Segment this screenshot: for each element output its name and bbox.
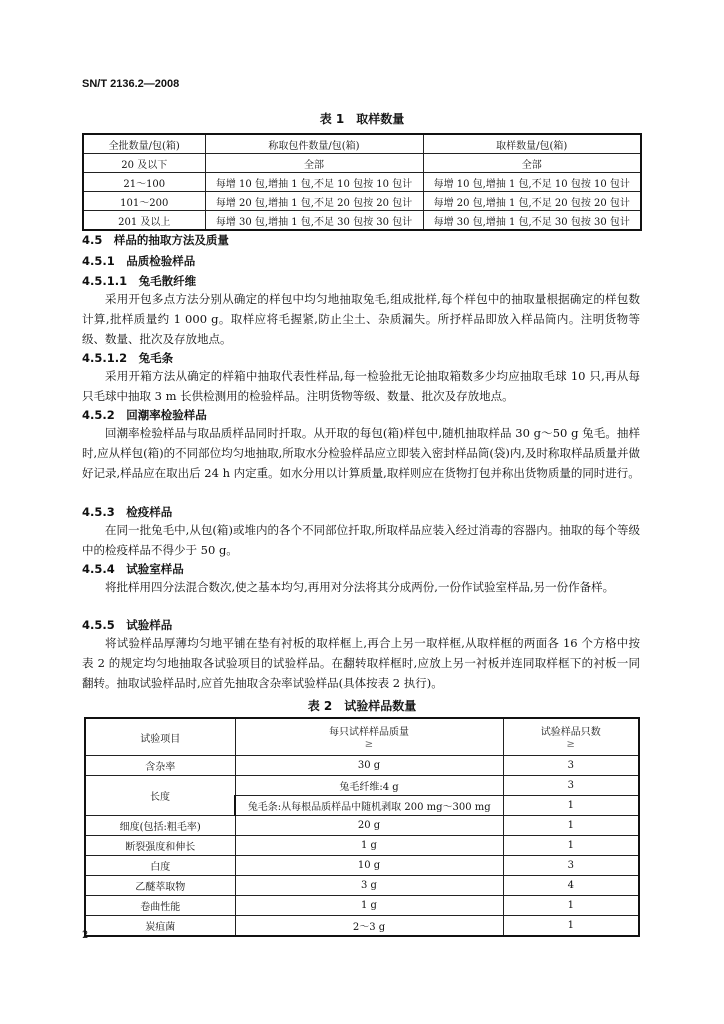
- header-label: 试验样品只数: [540, 726, 601, 738]
- table-cell: 细度(包括:粗毛率): [85, 816, 235, 836]
- paragraph-4-5-4: 将批样用四分法混合数次,使之基本均匀,再用对分法将其分成两份,一份作试验室样品,另一份作备样。: [105, 580, 615, 594]
- document-header: SN/T 2136.2—2008: [82, 78, 180, 90]
- table1-title: 表 1 取样数量: [319, 112, 405, 126]
- table-cell: 每增 10 包,增抽 1 包,不足 10 包按 10 包计: [205, 173, 423, 192]
- table-row: [85, 876, 639, 896]
- table-cell: 30 g: [235, 756, 503, 776]
- table-row: [83, 192, 641, 211]
- paragraph-4-5-2: 回潮率检验样品与取品质样品同时扦取。从开取的每包(箱)样包中,随机抽取样品 30 g～50 g 兔毛。抽样时,应从样包(箱)的不同部位均匀地抽取,所取水分检验样品应立即装入密封样品筒(袋)内,及时称取样品质量并做好记录,样品应在取出后 24 h 内定重。如水分用以计算质量,取样则应在货物打包并称出货物质量的同时进行。: [82, 426, 640, 480]
- minimum-symbol: ≥: [364, 738, 374, 750]
- table-cell: 1: [503, 796, 639, 816]
- table-cell: 1: [503, 816, 639, 836]
- table-row: [85, 896, 639, 916]
- table-cell: 卷曲性能: [85, 896, 235, 916]
- table-cell: 3: [503, 756, 639, 776]
- sampling-quantity-table: [82, 133, 642, 231]
- table-cell: 兔毛条:从每根品质样品中随机剥取 200 mg～300 mg: [235, 796, 503, 816]
- table-cell: 1: [503, 896, 639, 916]
- table-row: [85, 916, 639, 937]
- table-cell: 2～3 g: [235, 916, 503, 937]
- section-heading-4-5-1-1: 4.5.1.1 兔毛散纤维: [82, 274, 197, 288]
- table-cell: 20 g: [235, 816, 503, 836]
- table-cell: 1 g: [235, 896, 503, 916]
- table-cell: 每增 20 包,增抽 1 包,不足 20 包按 20 包计: [423, 192, 641, 211]
- table-cell: 1: [503, 836, 639, 856]
- test-sample-quantity-table: [84, 717, 640, 937]
- page-number: 2: [82, 930, 89, 941]
- table-cell: 每增 20 包,增抽 1 包,不足 20 包按 20 包计: [205, 192, 423, 211]
- table-cell: 3 g: [235, 876, 503, 896]
- table-header-cell: [503, 718, 639, 756]
- paragraph-4-5-1-2: 采用开箱方法从确定的样箱中抽取代表性样品,每一检验批无论抽取箱数多少均应抽取毛球 10 只,再从每只毛球中抽取 3 m 长供检测用的检验样品。注明货物等级、数量、批次及存放地点。: [82, 369, 640, 403]
- table-cell: 3: [503, 776, 639, 796]
- table-cell: 每增 10 包,增抽 1 包,不足 10 包按 10 包计: [423, 173, 641, 192]
- table-header-cell: 全批数量/包(箱): [83, 134, 205, 154]
- table-cell: 白度: [85, 856, 235, 876]
- table-row: [85, 856, 639, 876]
- table-row: [85, 756, 639, 776]
- table-cell: 每增 30 包,增抽 1 包,不足 30 包按 30 包计: [423, 211, 641, 231]
- table-cell: 1: [503, 916, 639, 937]
- table-row: [85, 836, 639, 856]
- table-cell: 含杂率: [85, 756, 235, 776]
- table-cell: 全部: [423, 154, 641, 173]
- table-cell: 炭疽菌: [85, 916, 235, 937]
- section-heading-4-5-2: 4.5.2 回潮率检验样品: [82, 408, 207, 422]
- table-cell: 201 及以上: [83, 211, 205, 231]
- table-row: [83, 211, 641, 231]
- table-cell: 10 g: [235, 856, 503, 876]
- table-header-cell: 取样数量/包(箱): [423, 134, 641, 154]
- section-heading-4-5-3: 4.5.3 检疫样品: [82, 505, 173, 519]
- table-row: [83, 154, 641, 173]
- table-header-cell: 称取包件数量/包(箱): [205, 134, 423, 154]
- table-cell: 全部: [205, 154, 423, 173]
- table-cell: 断裂强度和伸长: [85, 836, 235, 856]
- paragraph-4-5-3: 在同一批兔毛中,从包(箱)或堆内的各个不同部位扦取,所取样品应装入经过消毒的容器内。抽取的每个等级中的检疫样品不得少于 50 g。: [82, 523, 640, 557]
- table-cell: 乙醚萃取物: [85, 876, 235, 896]
- table-cell: 4: [503, 876, 639, 896]
- table-cell: 3: [503, 856, 639, 876]
- table-cell: 长度: [85, 776, 235, 816]
- minimum-symbol: ≥: [566, 738, 575, 750]
- table-header-row: [85, 718, 639, 756]
- section-heading-4-5-1-2: 4.5.1.2 兔毛条: [82, 351, 174, 365]
- table-cell: 兔毛纤维:4 g: [235, 776, 503, 796]
- table-header-cell: 试验项目: [85, 718, 235, 756]
- table-row: [85, 776, 639, 796]
- paragraph-4-5-5: 将试验样品厚薄均匀地平铺在垫有衬板的取样框上,再合上另一取样框,从取样框的两面各 16 个方格中按表 2 的规定均匀地抽取各试验项目的试验样品。在翻转取样框时,应放上另一衬板并连同取样框下的衬板一同翻转。抽取试验样品时,应首先抽取含杂率试验样品(具体按表 2 执行)。: [82, 636, 640, 690]
- table-cell: 20 及以下: [83, 154, 205, 173]
- section-heading-4-5: 4.5 样品的抽取方法及质量: [82, 233, 229, 247]
- table2-title: 表 2 试验样品数量: [307, 699, 417, 713]
- paragraph-4-5-1-1: 采用开包多点方法分别从确定的样包中均匀地抽取兔毛,组成批样,每个样包中的抽取量根据确定的样包数计算,批样质量约 1 000 g。取样应将毛握紧,防止尘土、杂质漏失。所抒样品即放入样品筒内。注明货物等级、数量、批次及存放地点。: [82, 292, 640, 346]
- header-label: 每只试样样品质量: [329, 726, 409, 738]
- section-heading-4-5-5: 4.5.5 试验样品: [82, 618, 173, 632]
- table-header-cell: [235, 718, 503, 756]
- table-header-row: [83, 134, 641, 154]
- table-cell: 101～200: [83, 192, 205, 211]
- table-row: [83, 173, 641, 192]
- section-heading-4-5-1: 4.5.1 品质检验样品: [82, 254, 196, 268]
- table-cell: 每增 30 包,增抽 1 包,不足 30 包按 30 包计: [205, 211, 423, 231]
- table-cell: 21～100: [83, 173, 205, 192]
- table-cell: 1 g: [235, 836, 503, 856]
- section-heading-4-5-4: 4.5.4 试验室样品: [82, 562, 184, 576]
- table-row: [85, 816, 639, 836]
